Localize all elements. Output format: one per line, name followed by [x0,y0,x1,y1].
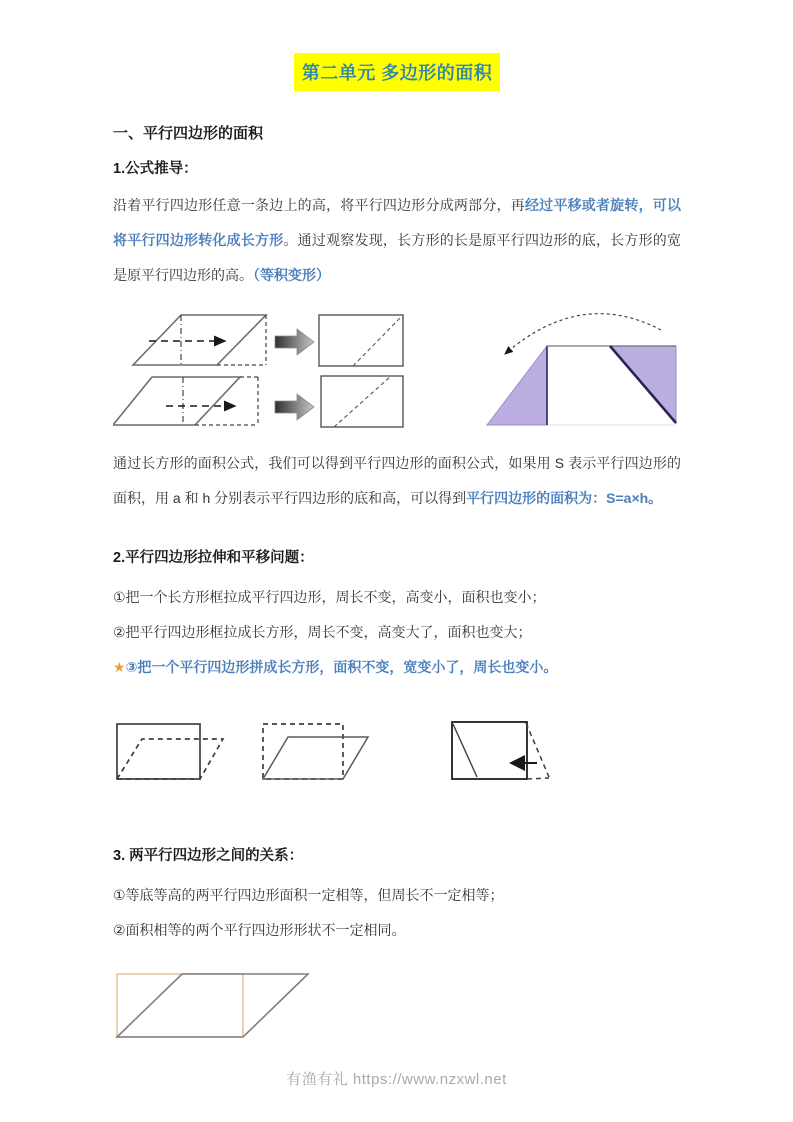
sub2-item-1: ①把一个长方形框拉成平行四边形，周长不变，高变小，面积也变小； [113,589,546,605]
p2-run2-emphasis: 平行四边形的面积为：S=a×h。 [466,490,663,506]
cut-and-move-diagram [452,722,549,779]
sub3-heading: 3. 两平行四边形之间的关系： [113,848,304,864]
purple-triangle-left [487,346,547,425]
result-rectangle-row2 [321,376,403,427]
title-row [113,53,681,91]
orange-rectangle [117,974,243,1037]
section1-heading: 一、平行四边形的面积 [113,125,264,142]
p1-run2-emphasis: 经过平移或者旋转，可以将平行四边形转化成长方形 [113,197,682,248]
equal-base-height-diagram [113,964,433,1044]
block-arrow-row2 [275,394,314,420]
sub2-item-3 [113,650,681,685]
parallelogram-to-rect-diagram [263,724,368,779]
parallelogram-cut-row2 [113,377,258,425]
stretch-diagrams [113,697,573,792]
sub3-item-2: ②面积相等的两个平行四边形形状不一定相同。 [113,922,406,938]
page-title: 第二单元 多边形的面积 [294,53,501,91]
star-icon: ★ [113,659,126,675]
p2-run1: 通过长方形的面积公式，我们可以得到平行四边形的面积公式，如果用 S 表示平行四边形的面积，用 a 和 h 分别表示平行四边形的底和高，可以得到 [113,455,681,506]
p1-run3: 。通过观察发现，长方形的长是原平行四边形的底，长方形的宽是原平行四边形的高。 [113,232,682,283]
gray-parallelogram [117,974,308,1037]
result-rectangle-row1 [319,315,403,366]
block-arrow-row1 [275,329,314,355]
rect-to-parallelogram-diagram [117,724,223,779]
parallelogram-transform-diagram [113,302,693,440]
paragraph-formula [113,446,681,516]
sub1-heading: 1.公式推导： [113,161,198,177]
sub2-item-2: ②把平行四边形框拉成长方形，周长不变，高变大了，面积也变大； [113,624,532,640]
document-content [113,0,681,1044]
sub2-heading: 2.平行四边形拉伸和平移问题： [113,550,314,566]
footer-watermark: 有渔有礼 https://www.nzxwl.net [286,1071,507,1088]
sub3-item-1: ①等底等高的两平行四边形面积一定相等，但周长不一定相等； [113,887,504,903]
sub2-item-3-text: ③把一个平行四边形拼成长方形，面积不变，宽变小了，周长也变小。 [125,659,558,675]
sub2-items [113,580,681,685]
purple-triangle-move-diagram [487,314,676,425]
parallelogram-cut-row1 [133,315,266,365]
sub3-items [113,878,681,948]
p1-run1: 沿着平行四边形任意一条边上的高，将平行四边形分成两部分，再 [113,197,525,213]
paragraph-derivation [113,188,681,293]
p1-run4-emphasis: （等积变形） [253,267,330,283]
